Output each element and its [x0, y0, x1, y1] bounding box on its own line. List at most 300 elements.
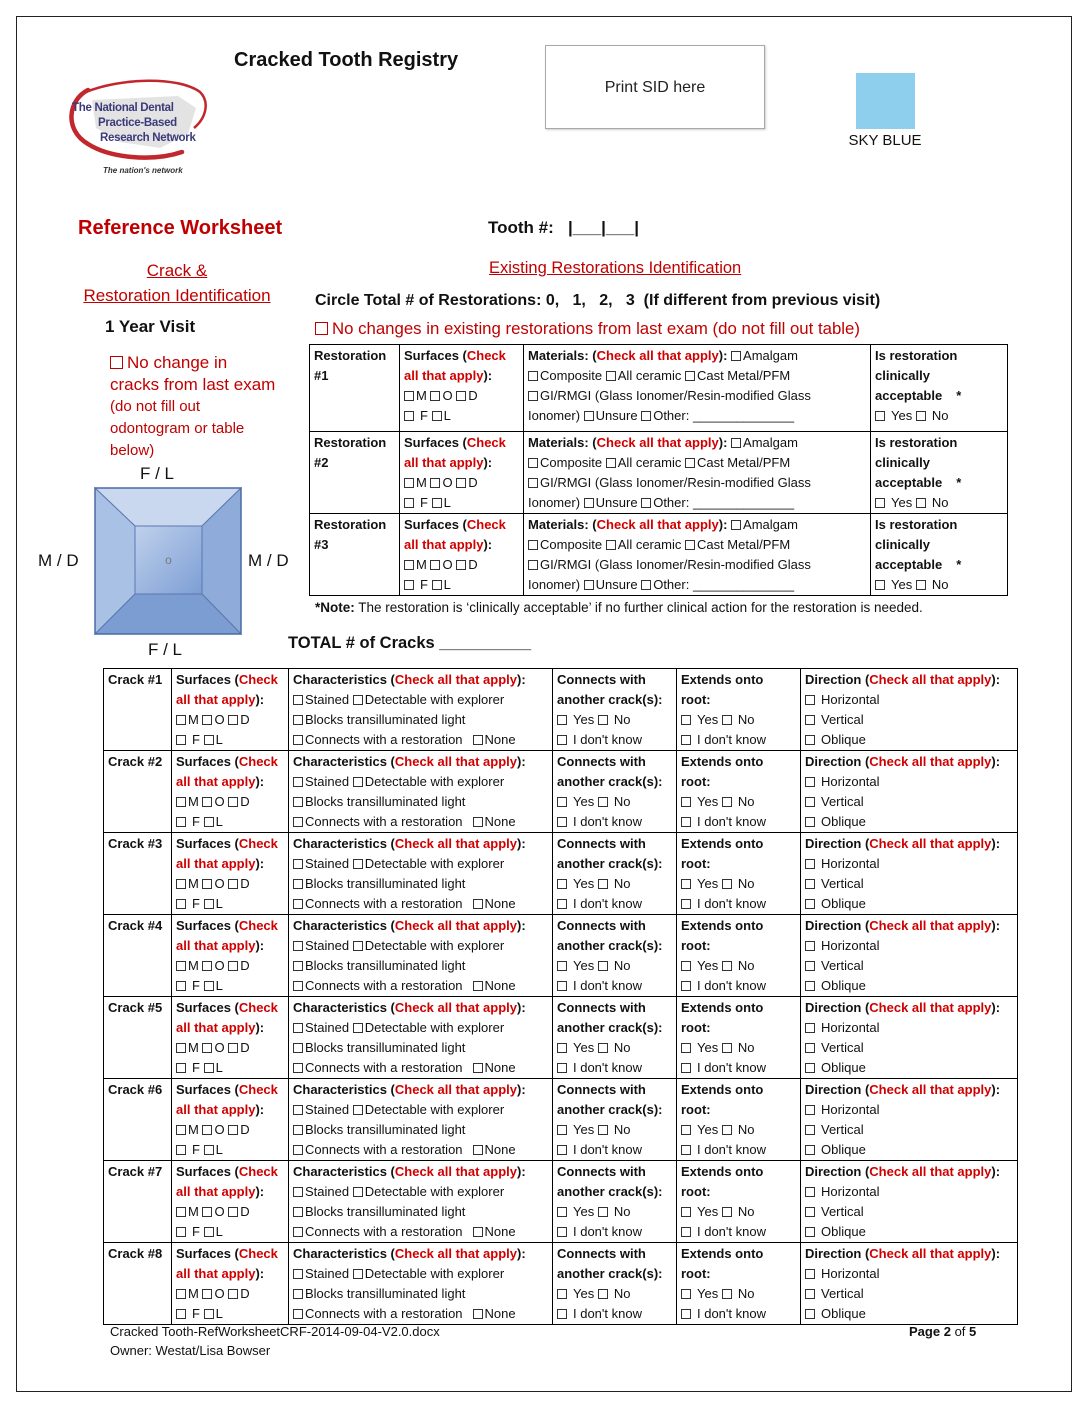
extends-dont-know-checkbox[interactable]: [681, 1309, 691, 1319]
surface-o-option[interactable]: [202, 712, 224, 727]
material-cast-metal-option[interactable]: [685, 537, 790, 552]
direction-oblique-option[interactable]: [805, 896, 866, 911]
direction-vertical-checkbox[interactable]: [805, 1125, 815, 1135]
direction-oblique-option[interactable]: [805, 1224, 866, 1239]
surface-m-option[interactable]: [176, 958, 199, 973]
surface-l-option[interactable]: [204, 1224, 223, 1239]
char-none-checkbox[interactable]: [473, 981, 483, 991]
connects-no-checkbox[interactable]: [598, 1289, 608, 1299]
char-stained-checkbox[interactable]: [293, 1269, 303, 1279]
extends-yes-option[interactable]: [681, 1286, 718, 1301]
char-detectable-checkbox[interactable]: [353, 941, 363, 951]
char-stained-checkbox[interactable]: [293, 777, 303, 787]
char-none-option[interactable]: [473, 1306, 516, 1321]
connects-no-checkbox[interactable]: [598, 797, 608, 807]
extends-yes-checkbox[interactable]: [681, 1125, 691, 1135]
char-blocks-light-checkbox[interactable]: [293, 797, 303, 807]
connects-no-checkbox[interactable]: [598, 1043, 608, 1053]
direction-vertical-checkbox[interactable]: [805, 1289, 815, 1299]
surface-m-checkbox[interactable]: [404, 391, 414, 401]
surface-f-option[interactable]: [404, 408, 428, 423]
connects-dont-know-checkbox[interactable]: [557, 1227, 567, 1237]
char-detectable-option[interactable]: [353, 1020, 504, 1035]
surface-f-option[interactable]: [176, 814, 200, 829]
acceptable-yes-checkbox[interactable]: [875, 411, 885, 421]
surface-d-option[interactable]: [456, 557, 477, 572]
total-cracks-field[interactable]: TOTAL # of Cracks __________: [288, 634, 532, 652]
direction-horizontal-option[interactable]: [805, 856, 880, 871]
connects-no-option[interactable]: [598, 1286, 631, 1301]
char-blocks-light-option[interactable]: [293, 958, 465, 973]
surface-l-checkbox[interactable]: [204, 1063, 214, 1073]
surface-d-option[interactable]: [228, 1040, 249, 1055]
surface-f-checkbox[interactable]: [176, 1145, 186, 1155]
char-connects-restoration-option[interactable]: [293, 978, 463, 993]
direction-oblique-option[interactable]: [805, 978, 866, 993]
surface-d-option[interactable]: [456, 475, 477, 490]
char-connects-restoration-option[interactable]: [293, 1224, 463, 1239]
connects-dont-know-option[interactable]: [557, 1060, 642, 1075]
char-connects-restoration-option[interactable]: [293, 1306, 463, 1321]
char-blocks-light-checkbox[interactable]: [293, 961, 303, 971]
char-connects-restoration-checkbox[interactable]: [293, 817, 303, 827]
surface-o-checkbox[interactable]: [430, 478, 440, 488]
char-connects-restoration-checkbox[interactable]: [293, 735, 303, 745]
direction-oblique-checkbox[interactable]: [805, 1145, 815, 1155]
char-connects-restoration-checkbox[interactable]: [293, 1145, 303, 1155]
direction-horizontal-checkbox[interactable]: [805, 1269, 815, 1279]
char-stained-checkbox[interactable]: [293, 859, 303, 869]
material-unsure-checkbox[interactable]: [584, 498, 594, 508]
connects-no-option[interactable]: [598, 794, 631, 809]
surface-d-checkbox[interactable]: [228, 879, 238, 889]
surface-f-checkbox[interactable]: [176, 735, 186, 745]
surface-d-option[interactable]: [228, 1122, 249, 1137]
surface-f-option[interactable]: [404, 495, 428, 510]
char-connects-restoration-option[interactable]: [293, 814, 463, 829]
material-cast-metal-option[interactable]: [685, 368, 790, 383]
material-other-checkbox[interactable]: [641, 498, 651, 508]
char-detectable-checkbox[interactable]: [353, 1269, 363, 1279]
extends-dont-know-option[interactable]: [681, 1142, 766, 1157]
surface-m-checkbox[interactable]: [176, 715, 186, 725]
extends-dont-know-option[interactable]: [681, 1306, 766, 1321]
extends-dont-know-checkbox[interactable]: [681, 981, 691, 991]
connects-yes-option[interactable]: [557, 1286, 594, 1301]
surface-o-checkbox[interactable]: [430, 391, 440, 401]
char-none-checkbox[interactable]: [473, 1145, 483, 1155]
no-changes-restorations-checkbox[interactable]: [315, 322, 328, 335]
surface-d-option[interactable]: [228, 876, 249, 891]
connects-yes-checkbox[interactable]: [557, 1043, 567, 1053]
surface-m-option[interactable]: [176, 1040, 199, 1055]
connects-dont-know-option[interactable]: [557, 1142, 642, 1157]
char-stained-checkbox[interactable]: [293, 1105, 303, 1115]
direction-vertical-option[interactable]: [805, 958, 864, 973]
extends-dont-know-checkbox[interactable]: [681, 1063, 691, 1073]
direction-oblique-option[interactable]: [805, 1142, 866, 1157]
char-none-checkbox[interactable]: [473, 817, 483, 827]
char-blocks-light-checkbox[interactable]: [293, 1125, 303, 1135]
char-detectable-option[interactable]: [353, 856, 504, 871]
surface-o-checkbox[interactable]: [202, 1125, 212, 1135]
material-all-ceramic-checkbox[interactable]: [606, 371, 616, 381]
direction-vertical-option[interactable]: [805, 794, 864, 809]
connects-no-option[interactable]: [598, 958, 631, 973]
direction-oblique-option[interactable]: [805, 814, 866, 829]
connects-no-checkbox[interactable]: [598, 1207, 608, 1217]
connects-yes-checkbox[interactable]: [557, 797, 567, 807]
char-connects-restoration-checkbox[interactable]: [293, 899, 303, 909]
direction-oblique-checkbox[interactable]: [805, 735, 815, 745]
extends-yes-checkbox[interactable]: [681, 1289, 691, 1299]
connects-no-checkbox[interactable]: [598, 715, 608, 725]
material-all-ceramic-checkbox[interactable]: [606, 458, 616, 468]
surface-d-checkbox[interactable]: [228, 961, 238, 971]
connects-yes-checkbox[interactable]: [557, 879, 567, 889]
material-all-ceramic-option[interactable]: [606, 368, 682, 383]
material-gi-rmgi-option[interactable]: [528, 475, 811, 490]
direction-oblique-option[interactable]: [805, 1060, 866, 1075]
connects-yes-option[interactable]: [557, 1040, 594, 1055]
surface-l-checkbox[interactable]: [204, 817, 214, 827]
direction-vertical-option[interactable]: [805, 1286, 864, 1301]
char-blocks-light-checkbox[interactable]: [293, 1207, 303, 1217]
print-sid-box[interactable]: [545, 45, 765, 129]
extends-dont-know-checkbox[interactable]: [681, 1145, 691, 1155]
surface-o-option[interactable]: [202, 1040, 224, 1055]
char-connects-restoration-option[interactable]: [293, 1142, 463, 1157]
char-stained-option[interactable]: [293, 856, 349, 871]
acceptable-yes-option[interactable]: [875, 577, 912, 592]
surface-d-checkbox[interactable]: [456, 560, 466, 570]
surface-o-checkbox[interactable]: [202, 715, 212, 725]
acceptable-yes-checkbox[interactable]: [875, 580, 885, 590]
extends-no-option[interactable]: [722, 1286, 755, 1301]
surface-d-checkbox[interactable]: [228, 1125, 238, 1135]
surface-m-option[interactable]: [176, 1204, 199, 1219]
no-change-cracks-checkbox[interactable]: [110, 356, 123, 369]
char-blocks-light-checkbox[interactable]: [293, 715, 303, 725]
char-detectable-option[interactable]: [353, 1266, 504, 1281]
material-composite-checkbox[interactable]: [528, 458, 538, 468]
surface-o-checkbox[interactable]: [202, 797, 212, 807]
surface-f-checkbox[interactable]: [176, 817, 186, 827]
char-blocks-light-option[interactable]: [293, 1040, 465, 1055]
char-stained-option[interactable]: [293, 1266, 349, 1281]
surface-f-option[interactable]: [176, 978, 200, 993]
material-composite-option[interactable]: [528, 537, 602, 552]
surface-o-checkbox[interactable]: [202, 961, 212, 971]
surface-l-checkbox[interactable]: [204, 981, 214, 991]
extends-dont-know-checkbox[interactable]: [681, 735, 691, 745]
surface-o-option[interactable]: [430, 475, 452, 490]
direction-vertical-option[interactable]: [805, 712, 864, 727]
surface-m-option[interactable]: [404, 557, 427, 572]
direction-vertical-option[interactable]: [805, 876, 864, 891]
surface-o-option[interactable]: [202, 1122, 224, 1137]
extends-no-checkbox[interactable]: [722, 1125, 732, 1135]
surface-f-option[interactable]: [176, 1224, 200, 1239]
connects-yes-option[interactable]: [557, 1204, 594, 1219]
material-cast-metal-checkbox[interactable]: [685, 540, 695, 550]
circle-total-restorations[interactable]: Circle Total # of Restorations: 0, 1, 2, 3 (If different from previous visit): [315, 292, 881, 309]
acceptable-no-option[interactable]: [916, 408, 949, 423]
extends-dont-know-option[interactable]: [681, 1224, 766, 1239]
connects-dont-know-checkbox[interactable]: [557, 817, 567, 827]
surface-m-checkbox[interactable]: [176, 1043, 186, 1053]
direction-horizontal-option[interactable]: [805, 1184, 880, 1199]
direction-horizontal-checkbox[interactable]: [805, 1187, 815, 1197]
char-stained-checkbox[interactable]: [293, 1187, 303, 1197]
char-blocks-light-checkbox[interactable]: [293, 1289, 303, 1299]
surface-o-option[interactable]: [202, 1286, 224, 1301]
extends-dont-know-option[interactable]: [681, 732, 766, 747]
direction-oblique-checkbox[interactable]: [805, 1309, 815, 1319]
extends-yes-option[interactable]: [681, 794, 718, 809]
direction-horizontal-checkbox[interactable]: [805, 859, 815, 869]
surface-l-option[interactable]: [204, 1060, 223, 1075]
char-blocks-light-option[interactable]: [293, 1122, 465, 1137]
char-blocks-light-option[interactable]: [293, 794, 465, 809]
surface-l-option[interactable]: [204, 896, 223, 911]
material-composite-checkbox[interactable]: [528, 371, 538, 381]
tooth-number-blank[interactable]: |___|___|: [567, 218, 639, 237]
surface-o-checkbox[interactable]: [202, 1289, 212, 1299]
char-none-option[interactable]: [473, 732, 516, 747]
char-blocks-light-option[interactable]: [293, 1286, 465, 1301]
direction-vertical-checkbox[interactable]: [805, 879, 815, 889]
extends-yes-checkbox[interactable]: [681, 715, 691, 725]
surface-m-checkbox[interactable]: [176, 1289, 186, 1299]
no-changes-restorations-option[interactable]: [315, 318, 860, 340]
surface-o-checkbox[interactable]: [202, 1207, 212, 1217]
char-blocks-light-option[interactable]: [293, 1204, 465, 1219]
char-stained-checkbox[interactable]: [293, 941, 303, 951]
direction-vertical-option[interactable]: [805, 1122, 864, 1137]
extends-no-checkbox[interactable]: [722, 1207, 732, 1217]
acceptable-no-option[interactable]: [916, 577, 949, 592]
direction-horizontal-option[interactable]: [805, 1102, 880, 1117]
direction-oblique-option[interactable]: [805, 732, 866, 747]
char-detectable-option[interactable]: [353, 938, 504, 953]
surface-l-option[interactable]: [432, 408, 451, 423]
surface-f-option[interactable]: [176, 732, 200, 747]
material-unsure-checkbox[interactable]: [584, 580, 594, 590]
surface-l-checkbox[interactable]: [204, 1145, 214, 1155]
material-other-option[interactable]: [641, 495, 794, 510]
char-none-option[interactable]: [473, 1060, 516, 1075]
char-none-checkbox[interactable]: [473, 1227, 483, 1237]
connects-no-option[interactable]: [598, 876, 631, 891]
acceptable-yes-option[interactable]: [875, 495, 912, 510]
direction-vertical-option[interactable]: [805, 1204, 864, 1219]
material-other-checkbox[interactable]: [641, 580, 651, 590]
char-stained-option[interactable]: [293, 774, 349, 789]
surface-m-checkbox[interactable]: [176, 1125, 186, 1135]
connects-dont-know-option[interactable]: [557, 896, 642, 911]
char-connects-restoration-option[interactable]: [293, 1060, 463, 1075]
char-connects-restoration-option[interactable]: [293, 896, 463, 911]
connects-dont-know-option[interactable]: [557, 1224, 642, 1239]
connects-yes-checkbox[interactable]: [557, 961, 567, 971]
extends-no-option[interactable]: [722, 876, 755, 891]
extends-yes-checkbox[interactable]: [681, 1207, 691, 1217]
connects-dont-know-checkbox[interactable]: [557, 899, 567, 909]
connects-no-checkbox[interactable]: [598, 1125, 608, 1135]
surface-l-option[interactable]: [204, 1142, 223, 1157]
material-composite-option[interactable]: [528, 368, 602, 383]
surface-l-checkbox[interactable]: [432, 498, 442, 508]
char-detectable-checkbox[interactable]: [353, 695, 363, 705]
extends-yes-option[interactable]: [681, 712, 718, 727]
connects-yes-option[interactable]: [557, 876, 594, 891]
material-other-checkbox[interactable]: [641, 411, 651, 421]
char-none-option[interactable]: [473, 814, 516, 829]
surface-o-checkbox[interactable]: [430, 560, 440, 570]
direction-vertical-checkbox[interactable]: [805, 1043, 815, 1053]
material-other-option[interactable]: [641, 408, 794, 423]
surface-d-checkbox[interactable]: [228, 1207, 238, 1217]
surface-o-option[interactable]: [202, 1204, 224, 1219]
surface-l-checkbox[interactable]: [432, 411, 442, 421]
char-stained-checkbox[interactable]: [293, 1023, 303, 1033]
char-none-option[interactable]: [473, 896, 516, 911]
material-gi-rmgi-checkbox[interactable]: [528, 391, 538, 401]
connects-dont-know-option[interactable]: [557, 814, 642, 829]
char-detectable-checkbox[interactable]: [353, 1187, 363, 1197]
char-detectable-option[interactable]: [353, 692, 504, 707]
surface-o-option[interactable]: [202, 958, 224, 973]
surface-m-option[interactable]: [404, 475, 427, 490]
char-none-checkbox[interactable]: [473, 899, 483, 909]
direction-horizontal-checkbox[interactable]: [805, 1023, 815, 1033]
char-detectable-option[interactable]: [353, 774, 504, 789]
char-none-option[interactable]: [473, 1224, 516, 1239]
connects-yes-checkbox[interactable]: [557, 715, 567, 725]
surface-l-option[interactable]: [204, 978, 223, 993]
char-detectable-option[interactable]: [353, 1102, 504, 1117]
surface-m-checkbox[interactable]: [404, 560, 414, 570]
connects-no-checkbox[interactable]: [598, 879, 608, 889]
char-blocks-light-option[interactable]: [293, 876, 465, 891]
direction-horizontal-checkbox[interactable]: [805, 941, 815, 951]
char-connects-restoration-checkbox[interactable]: [293, 1227, 303, 1237]
surface-l-option[interactable]: [204, 814, 223, 829]
char-connects-restoration-checkbox[interactable]: [293, 1063, 303, 1073]
material-all-ceramic-option[interactable]: [606, 455, 682, 470]
surface-m-option[interactable]: [404, 388, 427, 403]
extends-yes-checkbox[interactable]: [681, 961, 691, 971]
surface-f-checkbox[interactable]: [404, 498, 414, 508]
extends-no-option[interactable]: [722, 1040, 755, 1055]
surface-f-checkbox[interactable]: [176, 899, 186, 909]
connects-yes-option[interactable]: [557, 1122, 594, 1137]
material-all-ceramic-option[interactable]: [606, 537, 682, 552]
char-detectable-checkbox[interactable]: [353, 859, 363, 869]
char-none-option[interactable]: [473, 978, 516, 993]
extends-yes-option[interactable]: [681, 958, 718, 973]
acceptable-no-checkbox[interactable]: [916, 498, 926, 508]
connects-yes-option[interactable]: [557, 794, 594, 809]
connects-dont-know-option[interactable]: [557, 978, 642, 993]
extends-yes-option[interactable]: [681, 876, 718, 891]
extends-dont-know-option[interactable]: [681, 978, 766, 993]
extends-no-checkbox[interactable]: [722, 961, 732, 971]
extends-dont-know-checkbox[interactable]: [681, 899, 691, 909]
surface-f-option[interactable]: [176, 896, 200, 911]
direction-oblique-checkbox[interactable]: [805, 981, 815, 991]
char-blocks-light-checkbox[interactable]: [293, 879, 303, 889]
extends-no-checkbox[interactable]: [722, 879, 732, 889]
connects-no-option[interactable]: [598, 1040, 631, 1055]
extends-dont-know-option[interactable]: [681, 814, 766, 829]
extends-no-option[interactable]: [722, 1122, 755, 1137]
material-unsure-option[interactable]: [584, 577, 638, 592]
material-unsure-checkbox[interactable]: [584, 411, 594, 421]
surface-d-checkbox[interactable]: [228, 715, 238, 725]
char-detectable-checkbox[interactable]: [353, 1023, 363, 1033]
surface-m-checkbox[interactable]: [176, 961, 186, 971]
char-none-checkbox[interactable]: [473, 735, 483, 745]
direction-oblique-checkbox[interactable]: [805, 899, 815, 909]
connects-dont-know-checkbox[interactable]: [557, 1063, 567, 1073]
material-composite-option[interactable]: [528, 455, 602, 470]
direction-vertical-checkbox[interactable]: [805, 797, 815, 807]
char-blocks-light-checkbox[interactable]: [293, 1043, 303, 1053]
material-amalgam-checkbox[interactable]: [731, 438, 741, 448]
surface-m-checkbox[interactable]: [404, 478, 414, 488]
surface-m-checkbox[interactable]: [176, 797, 186, 807]
material-cast-metal-checkbox[interactable]: [685, 458, 695, 468]
material-amalgam-option[interactable]: [731, 435, 798, 450]
extends-no-option[interactable]: [722, 1204, 755, 1219]
char-none-checkbox[interactable]: [473, 1063, 483, 1073]
extends-yes-checkbox[interactable]: [681, 1043, 691, 1053]
char-stained-option[interactable]: [293, 938, 349, 953]
extends-dont-know-option[interactable]: [681, 896, 766, 911]
connects-dont-know-checkbox[interactable]: [557, 735, 567, 745]
surface-m-option[interactable]: [176, 876, 199, 891]
odontogram-diagram[interactable]: [94, 487, 242, 635]
material-gi-rmgi-checkbox[interactable]: [528, 560, 538, 570]
direction-oblique-checkbox[interactable]: [805, 1227, 815, 1237]
char-stained-option[interactable]: [293, 1020, 349, 1035]
surface-l-checkbox[interactable]: [204, 735, 214, 745]
surface-o-checkbox[interactable]: [202, 1043, 212, 1053]
surface-d-option[interactable]: [228, 1286, 249, 1301]
direction-horizontal-checkbox[interactable]: [805, 695, 815, 705]
extends-no-option[interactable]: [722, 794, 755, 809]
surface-m-option[interactable]: [176, 712, 199, 727]
material-gi-rmgi-checkbox[interactable]: [528, 478, 538, 488]
surface-m-checkbox[interactable]: [176, 879, 186, 889]
surface-d-option[interactable]: [228, 1204, 249, 1219]
surface-l-checkbox[interactable]: [432, 580, 442, 590]
extends-no-checkbox[interactable]: [722, 1289, 732, 1299]
connects-yes-checkbox[interactable]: [557, 1207, 567, 1217]
extends-yes-option[interactable]: [681, 1122, 718, 1137]
char-detectable-checkbox[interactable]: [353, 1105, 363, 1115]
surface-f-checkbox[interactable]: [176, 981, 186, 991]
acceptable-yes-checkbox[interactable]: [875, 498, 885, 508]
connects-yes-option[interactable]: [557, 712, 594, 727]
connects-yes-checkbox[interactable]: [557, 1125, 567, 1135]
extends-no-checkbox[interactable]: [722, 715, 732, 725]
surface-d-option[interactable]: [228, 958, 249, 973]
surface-f-checkbox[interactable]: [176, 1309, 186, 1319]
direction-oblique-option[interactable]: [805, 1306, 866, 1321]
